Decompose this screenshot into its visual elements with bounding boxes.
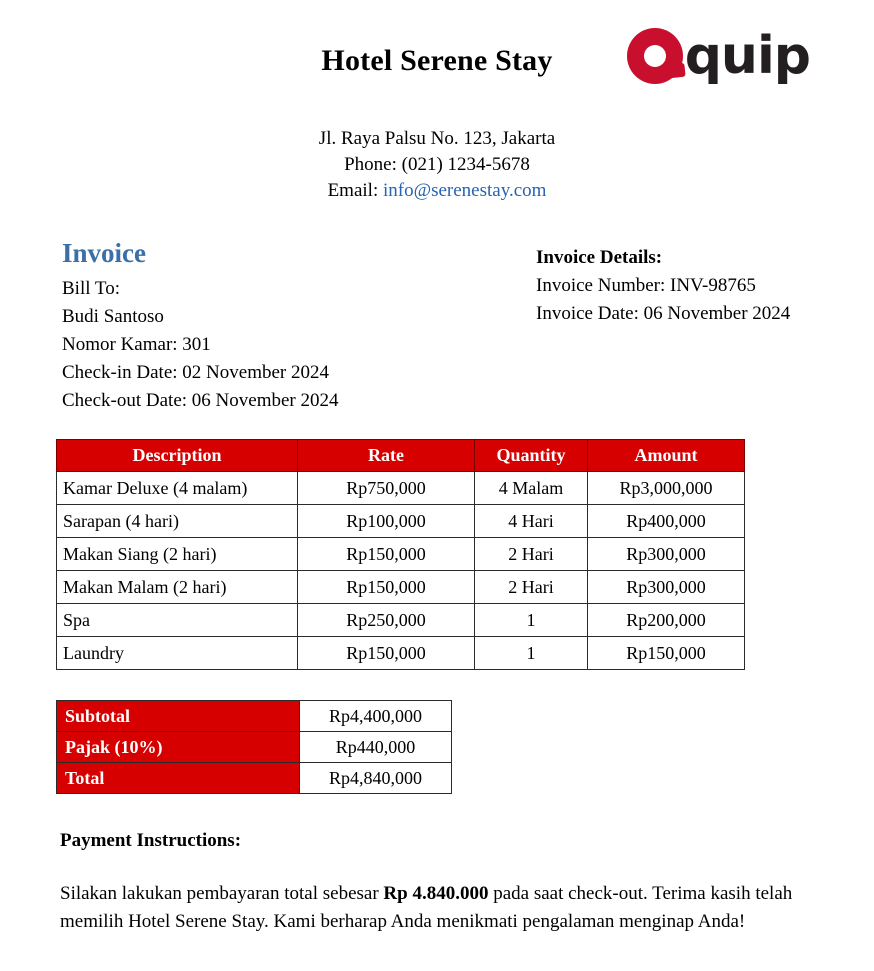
cell-rate: Rp150,000 bbox=[298, 637, 475, 670]
cell-amount: Rp3,000,000 bbox=[588, 472, 745, 505]
table-row bbox=[57, 472, 745, 505]
document-header bbox=[56, 0, 818, 118]
totals-value: Rp4,840,000 bbox=[300, 763, 452, 794]
table-row bbox=[57, 505, 745, 538]
totals-table bbox=[56, 700, 452, 794]
totals-value: Rp440,000 bbox=[300, 732, 452, 763]
room-number: Nomor Kamar: 301 bbox=[62, 334, 211, 355]
equip-logo-icon bbox=[627, 28, 683, 84]
check-out-date: Check-out Date: 06 November 2024 bbox=[62, 390, 339, 411]
cell-description: Kamar Deluxe (4 malam) bbox=[57, 472, 298, 505]
contact-email-line bbox=[56, 178, 818, 204]
cell-rate: Rp150,000 bbox=[298, 538, 475, 571]
totals-value: Rp4,400,000 bbox=[300, 701, 452, 732]
equip-logo-text: quip bbox=[684, 26, 810, 86]
table-row bbox=[57, 637, 745, 670]
totals-row-subtotal bbox=[57, 701, 452, 732]
invoice-info-row bbox=[56, 238, 818, 415]
invoice-details-heading: Invoice Details: bbox=[536, 247, 663, 268]
cell-amount: Rp150,000 bbox=[588, 637, 745, 670]
payment-instructions-body bbox=[60, 880, 840, 936]
cell-quantity: 4 Hari bbox=[475, 505, 588, 538]
column-header-amount: Amount bbox=[588, 440, 745, 472]
contact-email-link[interactable]: info@serenestay.com bbox=[382, 180, 547, 201]
invoice-details-block bbox=[536, 238, 818, 415]
cell-description: Makan Siang (2 hari) bbox=[57, 538, 298, 571]
table-row bbox=[57, 604, 745, 637]
customer-name: Budi Santoso bbox=[62, 306, 164, 327]
cell-amount: Rp300,000 bbox=[588, 538, 745, 571]
invoice-date: Invoice Date: 06 November 2024 bbox=[536, 303, 791, 324]
cell-quantity: 4 Malam bbox=[475, 472, 588, 505]
cell-amount: Rp200,000 bbox=[588, 604, 745, 637]
cell-rate: Rp150,000 bbox=[298, 571, 475, 604]
invoice-number: Invoice Number: INV-98765 bbox=[536, 275, 756, 296]
totals-row-tax bbox=[57, 732, 452, 763]
payment-text-before: Silakan lakukan pembayaran total sebesar bbox=[60, 883, 384, 904]
contact-phone: Phone: (021) 1234-5678 bbox=[344, 154, 530, 175]
payment-text-after: pada saat check-out. Terima kasih telah memilih Hotel Serene Stay. Kami berharap Anda menikmati pengalaman menginap Anda! bbox=[60, 883, 793, 932]
cell-quantity: 1 bbox=[475, 604, 588, 637]
column-header-quantity: Quantity bbox=[475, 440, 588, 472]
bill-to-block bbox=[56, 238, 536, 415]
items-table-header-row bbox=[57, 440, 745, 472]
cell-amount: Rp400,000 bbox=[588, 505, 745, 538]
totals-label: Total bbox=[57, 763, 300, 794]
contact-block bbox=[56, 126, 818, 204]
cell-description: Sarapan (4 hari) bbox=[57, 505, 298, 538]
totals-label: Pajak (10%) bbox=[57, 732, 300, 763]
contact-email-label: Email: bbox=[327, 180, 383, 201]
items-table bbox=[56, 439, 745, 670]
payment-instructions-heading: Payment Instructions: bbox=[60, 830, 242, 851]
cell-description: Spa bbox=[57, 604, 298, 637]
cell-description: Makan Malam (2 hari) bbox=[57, 571, 298, 604]
table-row bbox=[57, 571, 745, 604]
bill-to-label: Bill To: bbox=[62, 278, 120, 299]
cell-rate: Rp250,000 bbox=[298, 604, 475, 637]
column-header-description: Description bbox=[57, 440, 298, 472]
cell-quantity: 1 bbox=[475, 637, 588, 670]
table-row bbox=[57, 538, 745, 571]
cell-amount: Rp300,000 bbox=[588, 571, 745, 604]
payment-amount: Rp 4.840.000 bbox=[383, 883, 489, 904]
column-header-rate: Rate bbox=[298, 440, 475, 472]
cell-description: Laundry bbox=[57, 637, 298, 670]
cell-quantity: 2 Hari bbox=[475, 538, 588, 571]
invoice-heading: Invoice bbox=[62, 238, 146, 268]
contact-address: Jl. Raya Palsu No. 123, Jakarta bbox=[318, 128, 556, 149]
totals-label: Subtotal bbox=[57, 701, 300, 732]
equip-logo bbox=[627, 28, 810, 84]
cell-rate: Rp750,000 bbox=[298, 472, 475, 505]
page-title: Hotel Serene Stay bbox=[321, 44, 553, 77]
cell-rate: Rp100,000 bbox=[298, 505, 475, 538]
totals-row-total bbox=[57, 763, 452, 794]
check-in-date: Check-in Date: 02 November 2024 bbox=[62, 362, 329, 383]
cell-quantity: 2 Hari bbox=[475, 571, 588, 604]
